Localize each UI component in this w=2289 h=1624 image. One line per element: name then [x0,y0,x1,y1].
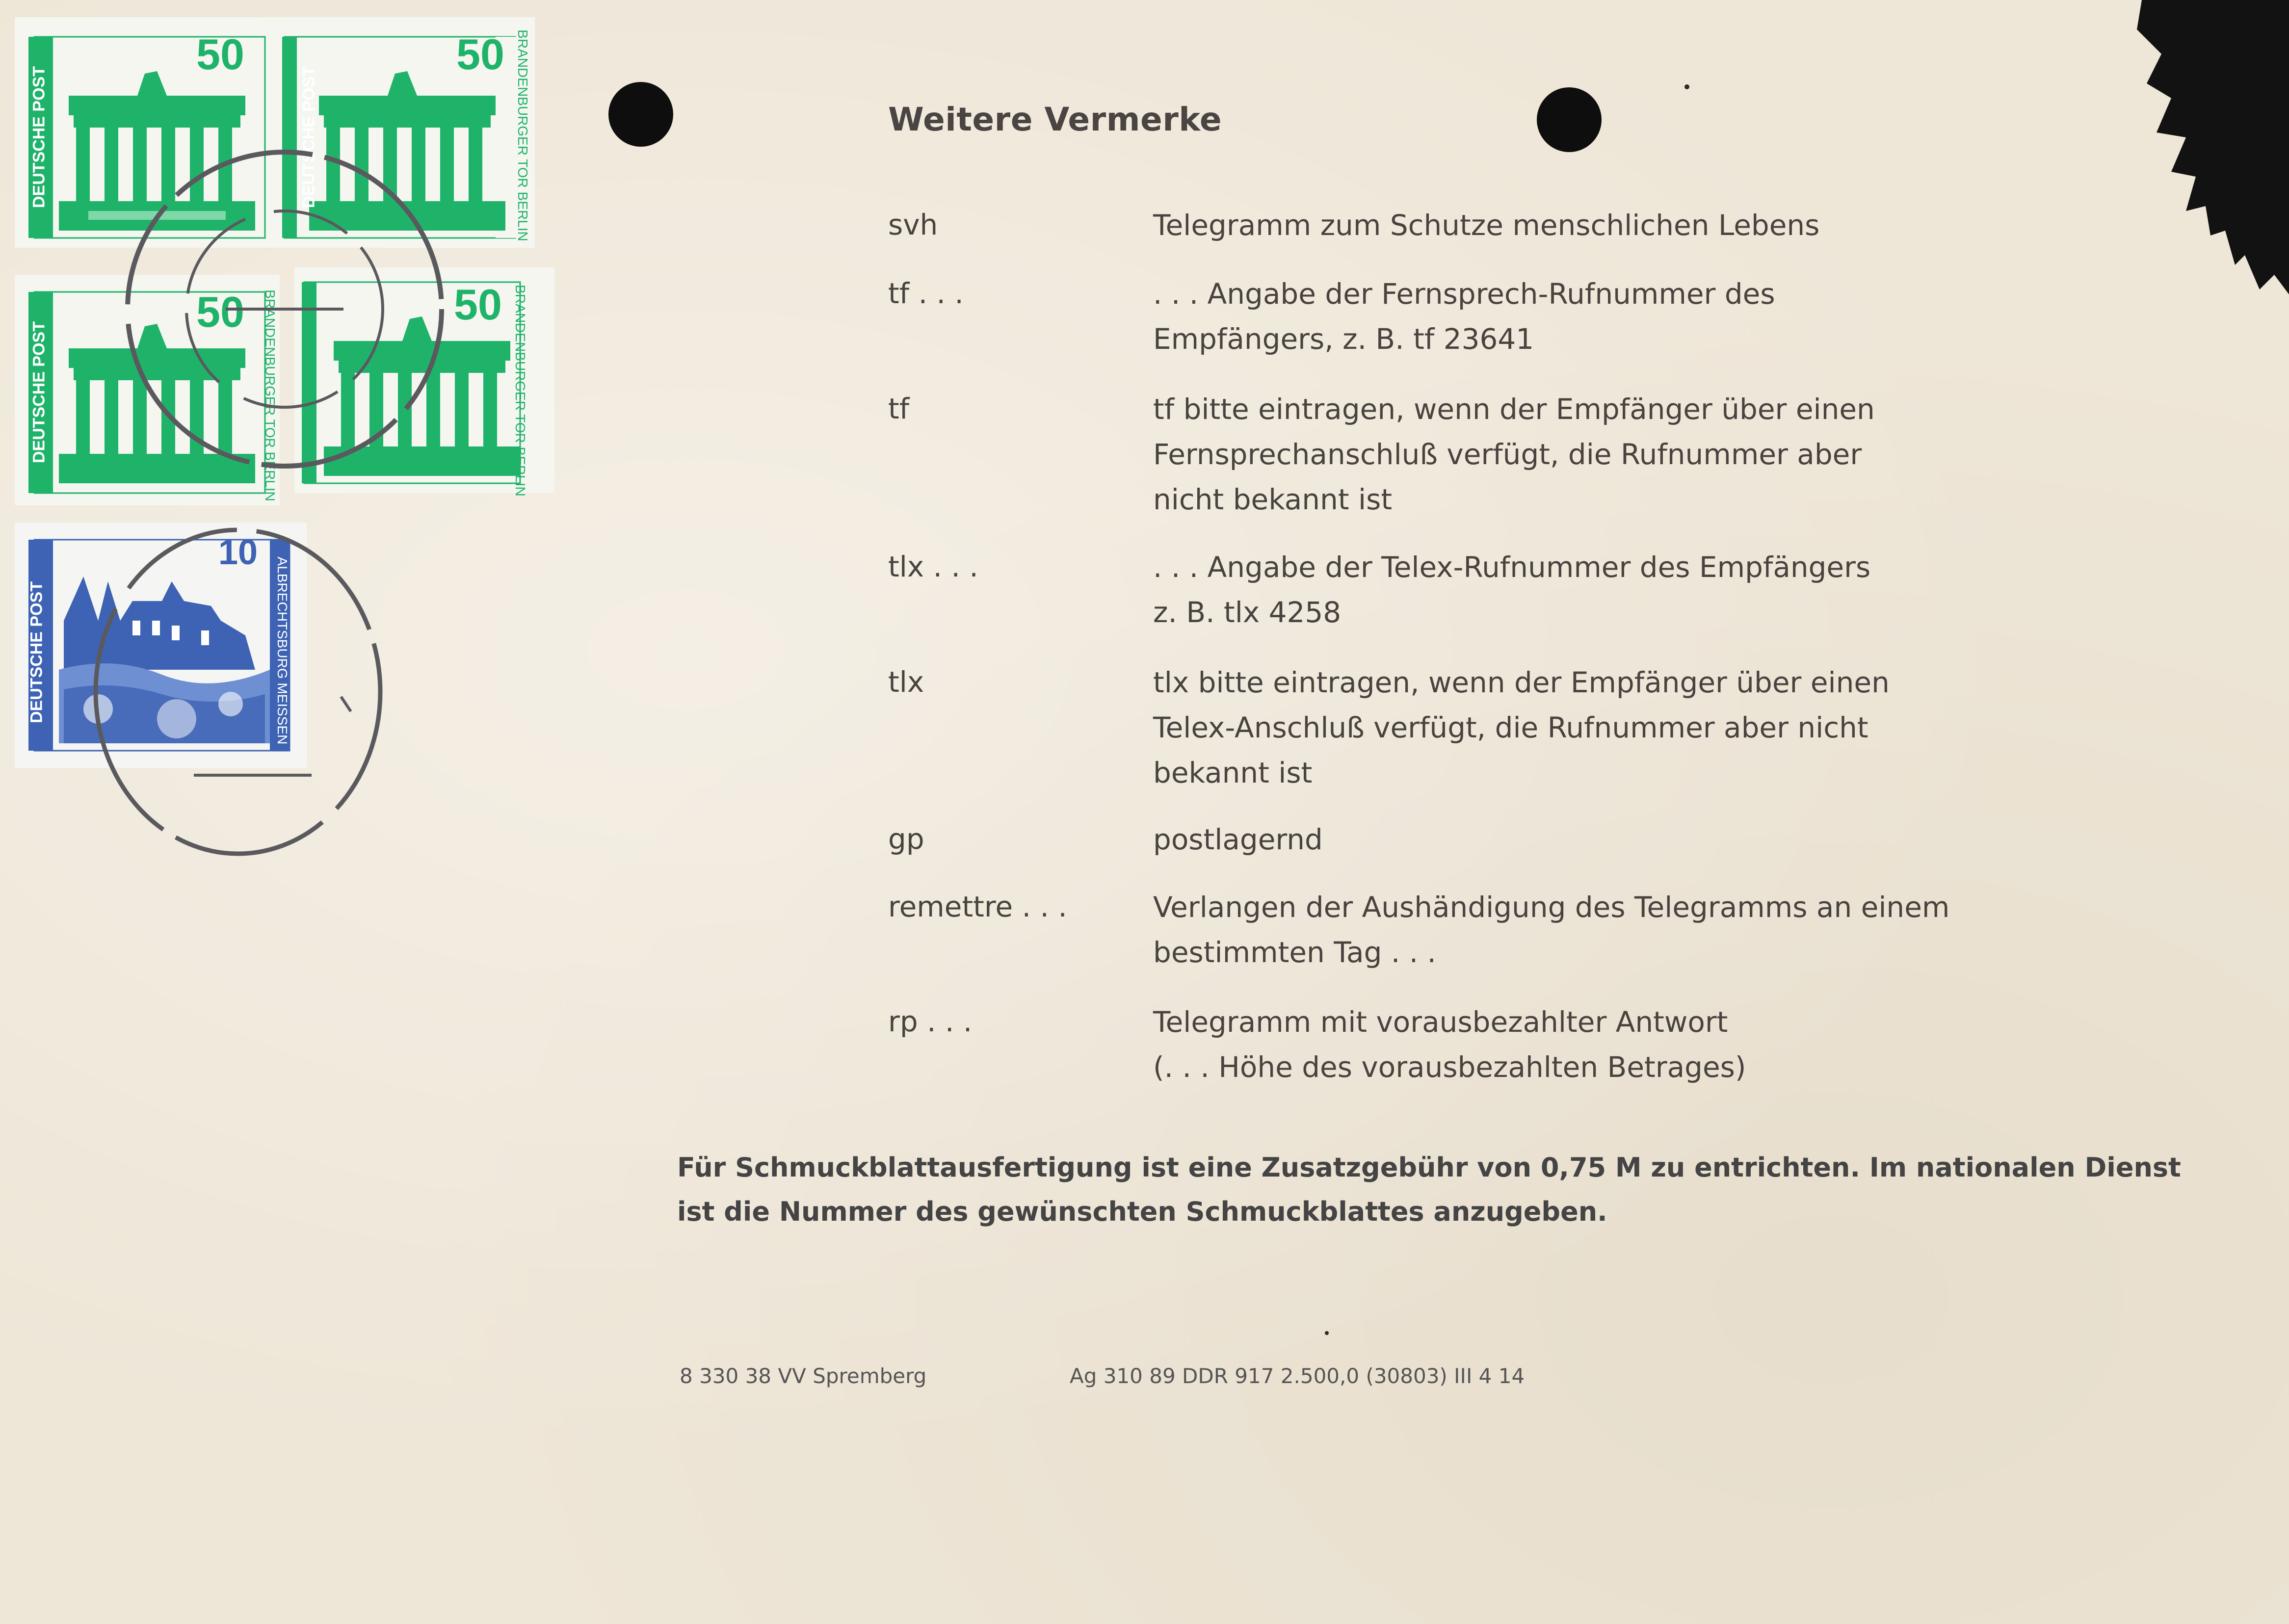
entry-line: tlx bitte eintragen, wenn der Empfänger über einen [1153,666,1890,699]
stamp-country: DEUTSCHE POST [29,66,49,209]
entry-line: . . . Angabe der Telex-Rufnummer des Empfängers [1153,550,1871,584]
entry-line: Telegramm mit vorausbezahlter Antwort [1153,1005,1728,1039]
entry-description [1153,203,1819,248]
punch-hole-right [1537,87,1602,152]
entry-line: Telex-Anschluß verfügt, die Rufnummer aber nicht [1153,711,1868,744]
stamp-value: 50 [456,30,504,79]
entry-line: bestimmten Tag . . . [1153,936,1436,969]
entry-description [1153,545,1870,635]
print-imprint-left: 8 330 38 VV Spremberg [680,1364,927,1388]
postmark-lower [86,520,390,864]
stamp-value: 50 [196,288,244,336]
stamp-country: DEUTSCHE POST [27,581,46,724]
entry-description [1153,271,1775,362]
punch-hole-left [608,82,673,147]
entry-code: tf [888,392,910,425]
note-line: ist die Nummer des gewünschten Schmuckblattes anzugeben. [677,1196,1607,1227]
section-heading: Weitere Vermerke [888,101,1222,138]
entry-description [1153,999,1746,1090]
entry-line: Verlangen der Aushändigung des Telegramms an einem [1153,891,1950,924]
entry-line: nicht bekannt ist [1153,483,1393,516]
entry-line: Fernsprechanschluß verfügt, die Rufnummer aber [1153,438,1862,471]
entry-code: tlx . . . [888,550,978,583]
entry-code: remettre . . . [888,890,1067,923]
entry-line: . . . Angabe der Fernsprech-Rufnummer des [1153,277,1775,311]
note-line: Für Schmuckblattausfertigung ist eine Zusatzgebühr von 0,75 M zu entrichten. Im nationalen Dienst [677,1152,2181,1183]
stamp-value: 10 [218,533,258,572]
stamp-country: DEUTSCHE POST [299,66,318,209]
entry-description [1153,817,1323,862]
entry-description [1153,660,1890,795]
stamp-caption: ALBRECHTSBURG MEISSEN [275,556,290,745]
stamp-value: 50 [454,280,502,329]
stamp-caption: BRANDENBURGER TOR BERLIN [263,289,278,501]
entry-code: tf . . . [888,277,964,310]
entry-line: postlagernd [1153,823,1323,856]
surcharge-note [677,1146,2181,1234]
entry-code: gp [888,822,924,856]
ink-speck [1684,84,1689,89]
print-imprint-right: Ag 310 89 DDR 917 2.500,0 (30803) III 4 14 [1070,1364,1525,1388]
entry-line: Telegramm zum Schutze menschlichen Lebens [1153,209,1820,242]
entry-code: tlx [888,665,924,699]
entry-line: bekannt ist [1153,756,1313,789]
entry-code: svh [888,208,938,241]
entry-description [1153,387,1875,522]
ink-speck [1325,1331,1329,1335]
entry-code: rp . . . [888,1005,973,1038]
entry-description [1153,885,1949,975]
stamp-caption: BRANDENBURGER TOR BERLIN [513,285,528,497]
entry-line: Empfängers, z. B. tf 23641 [1153,322,1534,356]
postmark-upper [113,142,456,476]
entry-line: z. B. tlx 4258 [1153,596,1342,629]
stamp-value: 50 [196,30,244,79]
torn-corner [2112,0,2289,304]
entry-line: (. . . Höhe des vorausbezahlten Betrages) [1153,1050,1746,1084]
entry-line: tf bitte eintragen, wenn der Empfänger über einen [1153,393,1875,426]
stamp-country: DEUTSCHE POST [29,321,49,464]
stamp-caption: BRANDENBURGER TOR BERLIN [515,29,530,241]
